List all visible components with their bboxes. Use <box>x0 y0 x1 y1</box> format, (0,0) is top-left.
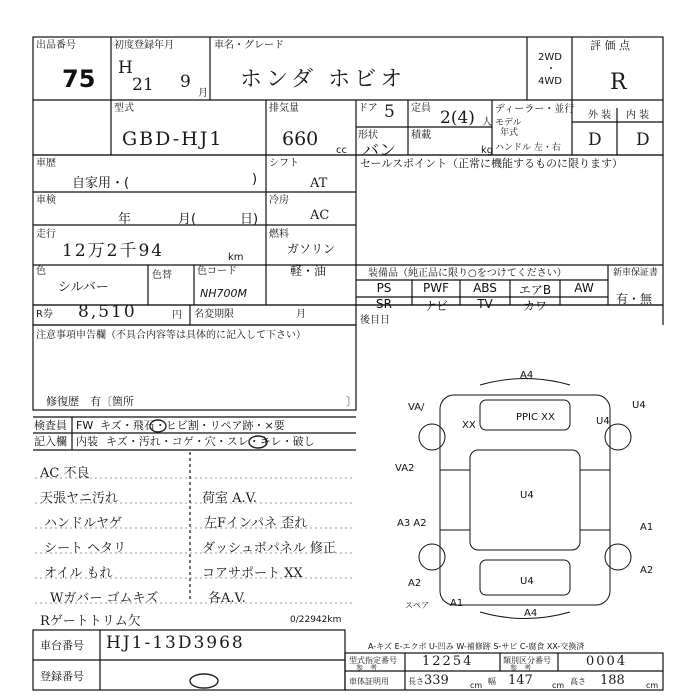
model-label: 型式 <box>114 103 134 114</box>
model-value: GBD-HJ1 <box>122 128 224 150</box>
load-label: 積載 <box>411 130 431 141</box>
person-unit: 人 <box>482 117 492 128</box>
fuel-light: 軽・油 <box>290 264 327 278</box>
yen-unit: 円 <box>172 310 182 321</box>
displacement-label: 排気量 <box>269 103 299 114</box>
rear-label: 後目日 <box>360 315 390 326</box>
kg-unit: kg <box>481 145 494 156</box>
diagram-mark-2: XX <box>462 420 476 431</box>
diagram-mark-12: A2 <box>408 578 422 589</box>
diagram-mark-11: U4 <box>520 576 534 587</box>
remark-left-7: Rゲートトリム欠 <box>40 614 141 629</box>
ac-value: AC <box>310 208 330 223</box>
shift-value: AT <box>310 176 328 191</box>
dealer-label: ディーラー・並行 <box>495 104 575 115</box>
r-label: R券 <box>36 309 53 320</box>
remark-right-3: ダッシュボパネル 修正 <box>202 541 336 556</box>
length-label: 長さ <box>408 677 424 686</box>
remark-left-5: オイル もれ <box>44 566 113 581</box>
diagram-mark-10: A2 <box>640 565 654 576</box>
warranty-value: 有・無 <box>616 292 653 306</box>
history-label: 車歴 <box>36 158 56 169</box>
equipment-pwf: PWF <box>422 281 449 295</box>
displacement-value: 660 <box>282 128 319 150</box>
length-cm: cm <box>470 681 483 690</box>
km-unit: km <box>228 252 244 263</box>
insp-month-unit: 月( <box>178 212 197 227</box>
entry-label: 記入欄 <box>34 435 67 448</box>
name-change-label: 名変期限 <box>194 309 234 320</box>
diagram-mark-7: U4 <box>520 490 534 501</box>
first-reg-month: 9 <box>180 72 191 92</box>
remark-left-1: AC 不良 <box>40 466 90 481</box>
chassis-value: HJ1-13D3968 <box>106 633 245 653</box>
diagram-mark-5: U4 <box>596 416 610 427</box>
color-change-label: 色替 <box>152 270 172 281</box>
lot-number: 75 <box>62 65 96 93</box>
height-label: 高さ <box>570 677 586 686</box>
category-label: 類別区分番号 <box>503 656 551 665</box>
first-reg-year: 21 <box>132 75 154 95</box>
damage-legend: A-キズ E-エクボ U-凹み W-補修跡 S-サビ C-腐食 XX-交換済 <box>368 642 585 651</box>
fw-items: キズ・飛石・ヒビ割・リペア跡・×要 <box>100 419 285 432</box>
mileage-label: 走行 <box>36 229 56 240</box>
name-change-month: 月 <box>296 309 306 320</box>
repair-close: 〕 <box>346 395 357 408</box>
remark-right-5: 各A.V. <box>208 591 246 606</box>
remark-left-2: 天張ヤニ汚れ <box>40 491 119 506</box>
shift-label: シフト <box>269 158 299 169</box>
interior-items: キズ・汚れ・コゲ・穴・スレ・キレ・破し <box>106 435 315 448</box>
remark-right-4: コアサポート XX <box>202 566 303 581</box>
handle-label: ハンドル 左・右 <box>495 143 561 153</box>
cc-unit: cc <box>336 145 347 156</box>
model-year-label-1: モデル <box>495 118 522 128</box>
score-label: 評 価 点 <box>590 39 630 52</box>
length-value: 339 <box>424 673 449 688</box>
type-no-label: 型式指定番号 <box>349 656 397 665</box>
exterior-value: D <box>588 130 602 150</box>
drive-2wd: 2WD <box>538 52 562 63</box>
height-cm: cm <box>646 681 659 690</box>
first-reg-month-unit: 月 <box>198 88 208 99</box>
drive-dot: ・ <box>546 64 556 75</box>
remark-left-4: シート ヘタリ <box>44 541 127 556</box>
diagram-mark-1: VA/ <box>408 402 425 413</box>
equipment-navi: ナビ <box>423 299 448 313</box>
equipment-sr: SR <box>376 297 392 311</box>
car-name: ホンダ ホビオ <box>240 67 407 92</box>
notes-label: 注意事項申告欄（不具合内容等は具体的に記入して下さい） <box>36 330 306 341</box>
color-label: 色 <box>36 266 46 277</box>
mileage-value: 12万2千94 <box>62 241 165 261</box>
remark-left-6: Wガバー ゴムキズ <box>50 591 159 606</box>
width-label: 幅 <box>488 677 496 686</box>
diagram-mark-13: A1 <box>450 598 464 609</box>
equipment-aw: AW <box>574 281 594 295</box>
capacity-label: 定員 <box>411 103 431 114</box>
r-value: 8,510 <box>78 302 137 322</box>
registration-label: 登録番号 <box>40 670 84 683</box>
diagram-top-note: A4 <box>520 370 534 381</box>
drive-4wd: 4WD <box>538 76 562 87</box>
fuel-label: 燃料 <box>269 229 289 240</box>
interior-value: D <box>636 130 650 150</box>
mileage-note: 0/22942km <box>290 615 342 625</box>
type-no-value: 12254 <box>422 654 474 669</box>
diagram-mark-9: A1 <box>640 522 654 533</box>
width-value: 147 <box>508 673 533 688</box>
diagram-mark-15: スペア <box>405 601 429 610</box>
diagram-mark-14: A4 <box>524 608 538 619</box>
equipment-label: 装備品（純正品に限り○をつけてください） <box>368 268 567 279</box>
color-code-label: 色コード <box>197 266 237 277</box>
height-value: 188 <box>600 673 625 688</box>
equipment-abs: ABS <box>473 281 497 295</box>
ac-label: 冷房 <box>269 195 289 206</box>
first-reg-era: H <box>118 58 133 78</box>
interior-check-label: 内装 <box>76 435 98 448</box>
capacity-value: 2(4) <box>440 108 475 128</box>
equipment-airbag: エアB <box>518 283 552 297</box>
remark-left-3: ハンドルヤゲ <box>44 516 123 531</box>
color-code-value: NH700M <box>200 287 247 300</box>
body-label: 形状 <box>358 130 378 141</box>
equipment-tv: TV <box>477 297 493 311</box>
history-value: 自家用・( <box>72 176 130 191</box>
width-cm: cm <box>552 681 565 690</box>
diagram-mark-8: A3 A2 <box>397 518 427 529</box>
model-year-label-2: 年式 <box>500 128 519 138</box>
repair-label: 修復歴 有〔箇所 <box>46 395 134 408</box>
equipment-leather: カワ <box>522 299 547 313</box>
remark-right-1: 荷室 A.V. <box>202 491 257 506</box>
score: R <box>610 70 627 95</box>
warranty-label: 新車保証書 <box>613 268 659 278</box>
diagram-mark-3: PPIC XX <box>516 412 555 423</box>
exterior-label: 外 装 <box>588 110 612 121</box>
chassis-label: 車台番号 <box>40 639 84 652</box>
insp-day-unit: 日) <box>240 212 259 227</box>
interior-label: 内 装 <box>626 110 650 121</box>
fuel-gas: ガソリン <box>287 242 336 256</box>
diagram-mark-6: VA2 <box>395 463 415 474</box>
inspector-label: 検査員 <box>34 419 67 432</box>
inspection-label: 車検 <box>36 195 56 206</box>
equipment-ps: PS <box>376 281 392 295</box>
lot-label: 出品番号 <box>36 40 76 51</box>
color-value: シルバー <box>58 280 109 295</box>
car-name-label: 車名・グレード <box>214 40 284 51</box>
dims-label: 車体証明用 <box>349 677 389 686</box>
history-close: ) <box>252 172 258 187</box>
sales-label: セールスポイント（正常に機能するものに限ります） <box>360 157 624 170</box>
doors-value: 5 <box>384 102 395 122</box>
ref-label-2: 参 考 <box>510 664 531 672</box>
fw-label: FW <box>76 419 94 432</box>
insp-year-unit: 年 <box>118 212 132 227</box>
body-value: バン <box>362 141 396 161</box>
category-value: 0004 <box>586 654 628 669</box>
ref-label-1: 参 考 <box>356 664 377 672</box>
remark-right-2: 左Fインパネ 歪れ <box>204 516 308 531</box>
doors-label: ドア <box>358 103 378 114</box>
diagram-mark-4: U4 <box>632 400 646 411</box>
first-reg-label: 初度登録年月 <box>114 40 174 51</box>
